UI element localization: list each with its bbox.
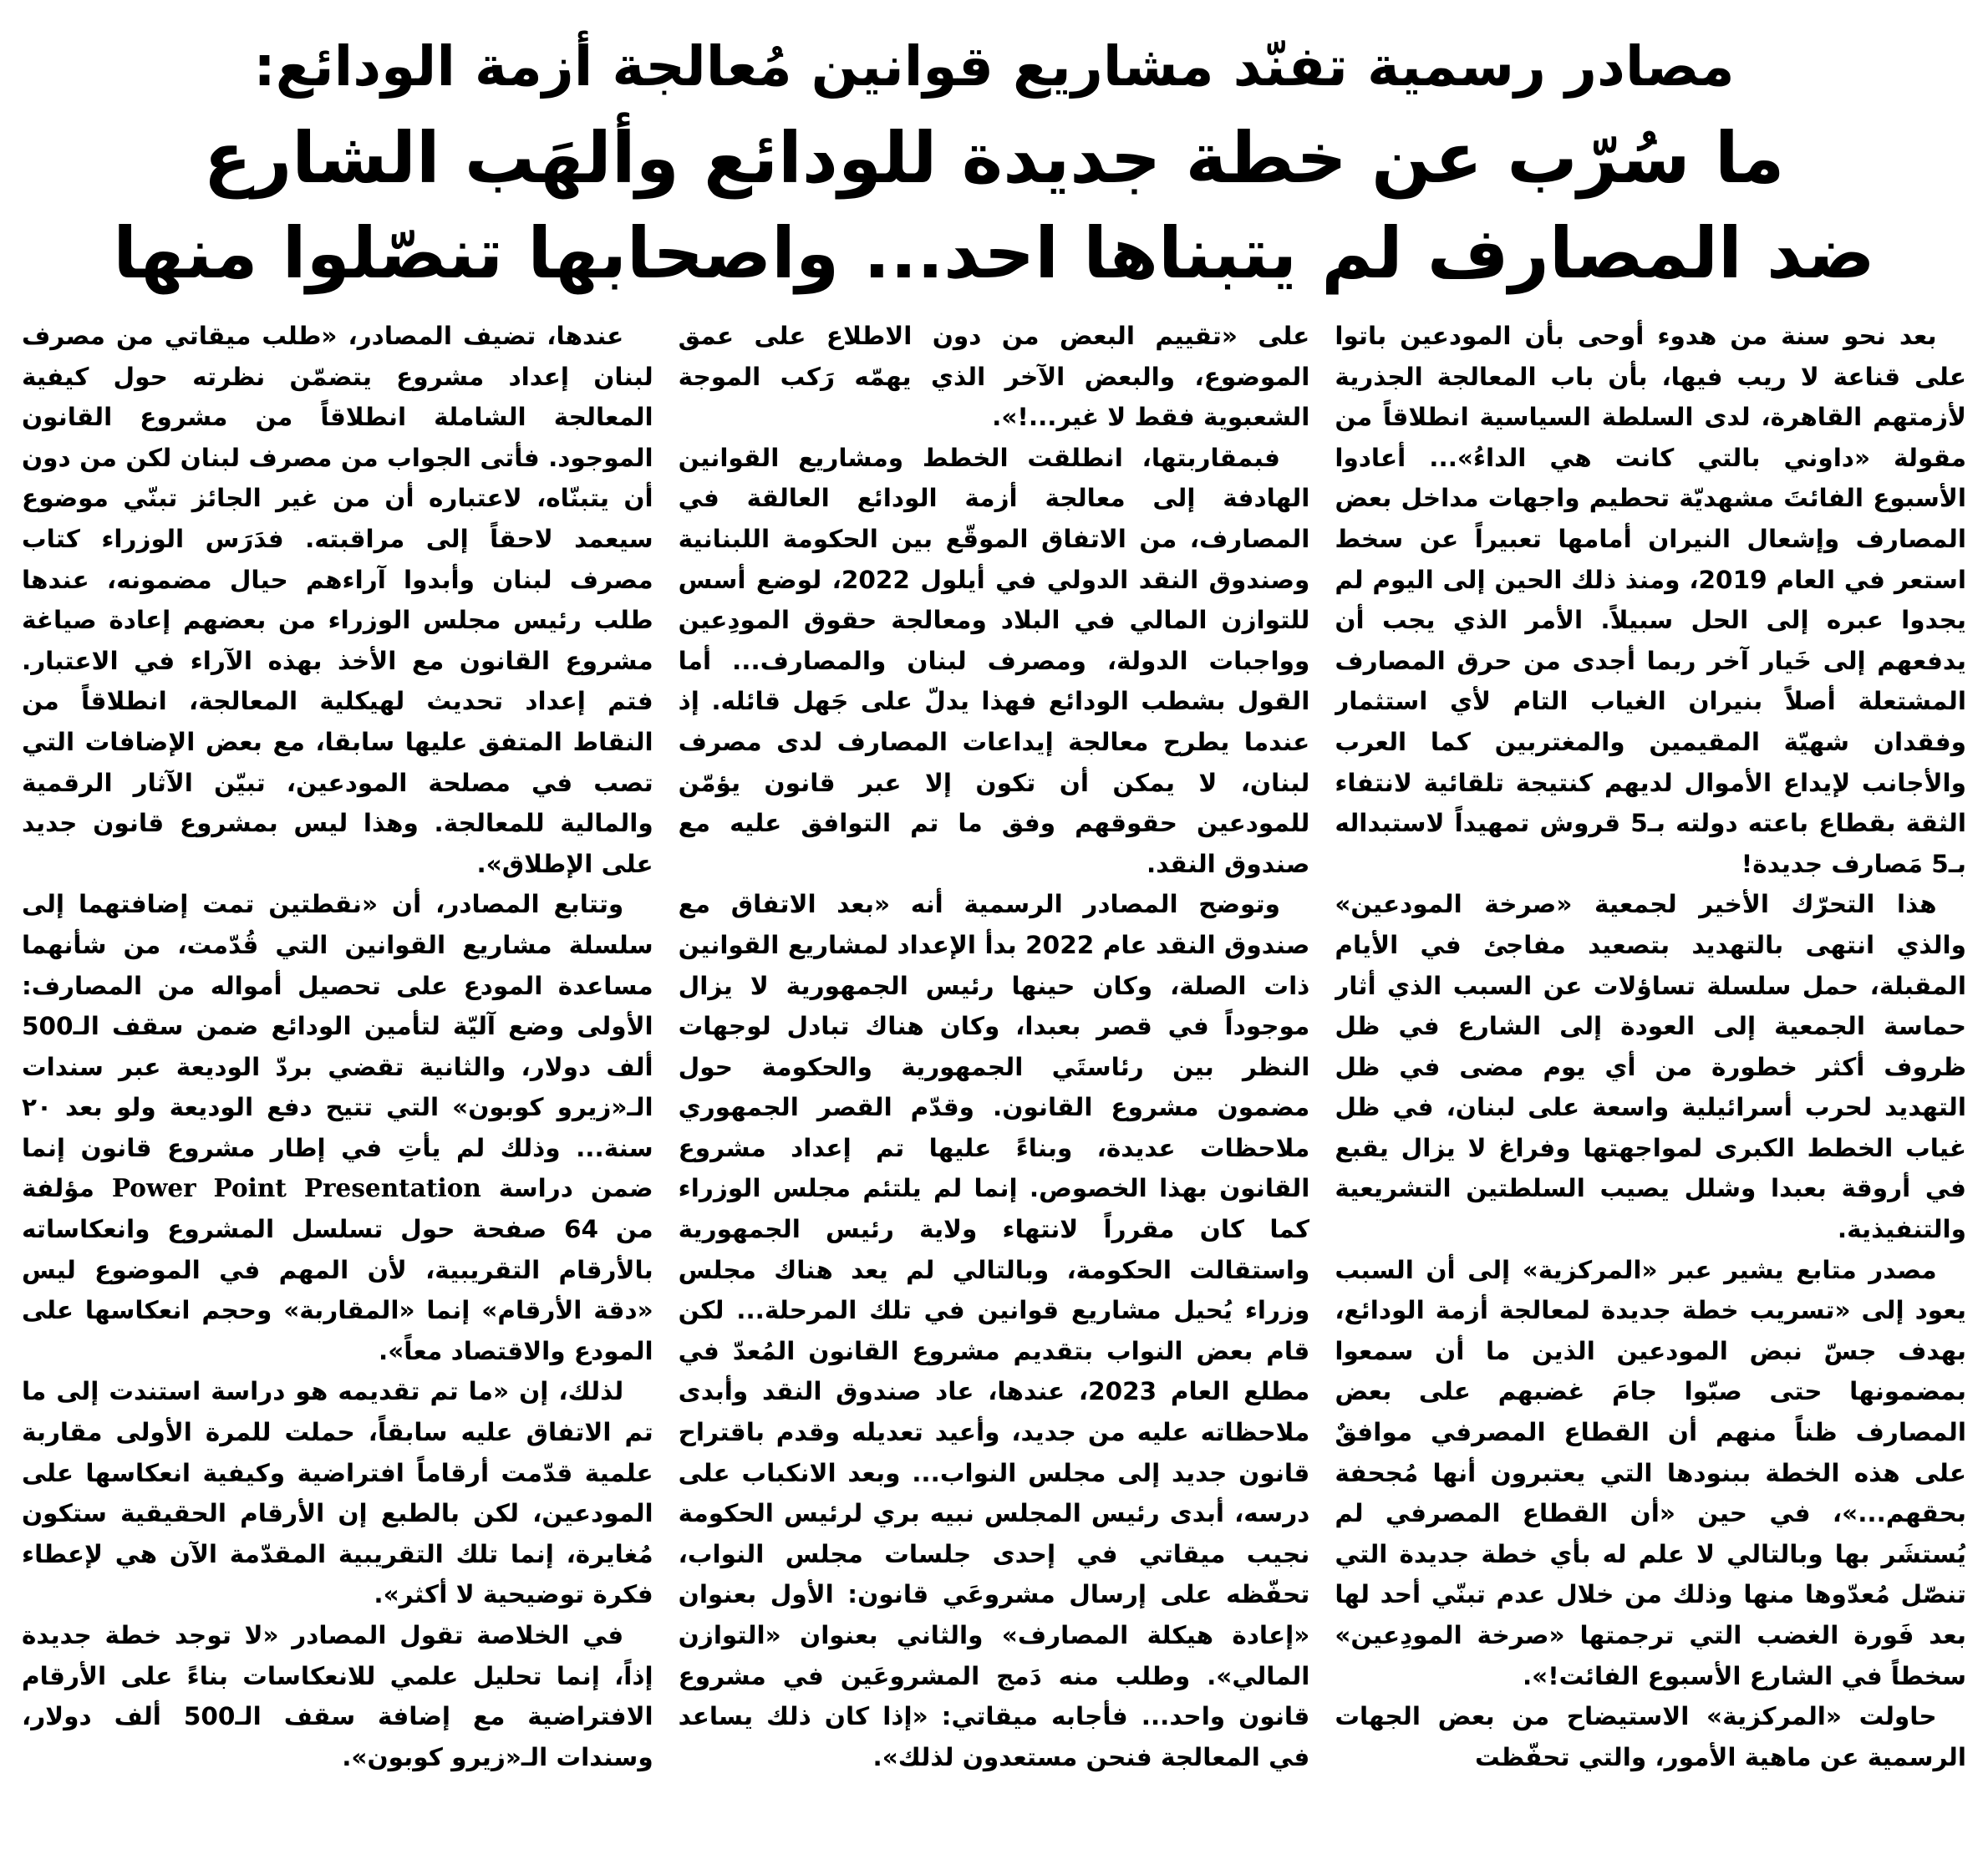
- paragraph: عندها، تضيف المصادر، «طلب ميقاتي من مصرف لبنان إعداد مشروع يتضمّن نظرته حول كيفية المعالجة الشاملة انطلاقاً من مشروع القانون الموجود. فأتى الجواب من مصرف لبنان لكن من دون أن يتبنّاه، لاعتباره أن من غير الجائز تبنّي موضوع سيعمد لاحقاً إلى مراقبته. فدَرَس الوزراء كتاب مصرف لبنان وأبدوا آراءهم حيال مضمونه، عندها طلب رئيس مجلس الوزراء من بعضهم إعادة صياغة مشروع القانون مع الأخذ بهذه الآراء في الاعتبار. فتم إعداد تحديث لهيكلية المعالجة، انطلاقاً من النقاط المتفق عليها سابقا، مع بعض الإضافات التي تصب في مصلحة المودعين، تبيّن الآثار الرقمية والمالية للمعالجة. وهذا ليس بمشروع قانون جديد على الإطلاق».: [21, 322, 653, 878]
- headline-line-2: ضد المصارف لم يتبناها احد... واصحابها تنصّلوا منها: [113, 212, 1875, 294]
- paragraph-text: مؤلفة من 64 صفحة حول تسلسل المشروع وانعكاساته بالأرقام التقريبية، لأن المهم في الموضوع ليس «دقة الأرقام» إنما «المقاربة» وحجم انعكاسها على المودع والاقتصاد معاً».: [21, 1174, 653, 1365]
- paragraph: بعد نحو سنة من هدوء أوحى بأن المودعين باتوا على قناعة لا ريب فيها، بأن باب المعالجة الجذرية لأزمتهم القاهرة، لدى السلطة السياسية انطلاقاً من مقولة «داوني بالتي كانت هي الداءُ»... أعادوا الأسبوع الفائتَ مشهديّة تحطيم واجهات مداخل بعض المصارف وإشعال النيران أمامها تعبيراً عن سخط استعر في العام 2019، ومنذ ذلك الحين إلى اليوم لم يجدوا عبره إلى الحل سبيلاً. الأمر الذي يجب أن يدفعهم إلى خَيار آخر ربما أجدى من حرق المصارف المشتعلة أصلاً بنيران الغياب التام لأي استثمار وفقدان شهيّة المقيمين والمغتربين كما العرب والأجانب لإيداع الأموال لديهم كنتيجة تلقائية لانتفاء الثقة بقطاع باعته دولته بـ5 قروش تمهيداً لاستبداله بـ5 مَصارف جديدة!: [1335, 322, 1966, 878]
- paragraph: في الخلاصة تقول المصادر «لا توجد خطة جديدة إذاً، إنما تحليل علمي للانعكاسات بناءً على الأرقام الافتراضية مع إضافة سقف الـ500 ألف دولار، وسندات الـ«زيرو كوبون».: [21, 1621, 653, 1771]
- headline-kicker: مصادر رسمية تفنّد مشاريع قوانين مُعالجة أزمة الودائع:: [253, 34, 1735, 99]
- paragraph-text: وتتابع المصادر، أن «نقطتين تمت إضافتهما إلى سلسلة مشاريع القوانين التي قُدّمت، من شأنهما مساعدة المودع على تحصيل أمواله من المصارف: الأولى وضع آليّة لتأمين الودائع ضمن سقف الـ500 ألف دولار، والثانية تقضي بردّ الوديعة عبر سندات الـ«زيرو كوبون» التي تتيح دفع الوديعة ولو بعد ٢٠ سنة... وذلك لم يأتِ في إطار مشروع قانون إنما ضمن دراسة: [21, 890, 653, 1203]
- column-right: [1335, 316, 1966, 1862]
- headline-line-1: ما سُرّب عن خطة جديدة للودائع وألهَب الشارع: [203, 117, 1785, 199]
- paragraph: حاولت «المركزية» الاستيضاح من بعض الجهات الرسمية عن ماهية الأمور، والتي تحفّظت: [1335, 1702, 1966, 1771]
- paragraph: على «تقييم البعض من دون الاطلاع على عمق الموضوع، والبعض الآخر الذي يهمّه رَكب الموجة الشعبوية فقط لا غير...!».: [678, 322, 1310, 432]
- paragraph: لذلك، إن «ما تم تقديمه هو دراسة استندت إلى ما تم الاتفاق عليه سابقاً، حملت للمرة الأولى مقاربة علمية قدّمت أرقاماً افتراضية وكيفية انعكاسها على المودعين، لكن بالطبع إن الأرقام الحقيقية ستكون مُغايرة، إنما تلك التقريبية المقدّمة الآن هي لإعطاء فكرة توضيحية لا أكثر».: [21, 1377, 653, 1609]
- paragraph: وتوضح المصادر الرسمية أنه «بعد الاتفاق مع صندوق النقد عام 2022 بدأ الإعداد لمشاريع القوانين ذات الصلة، وكان حينها رئيس الجمهورية لا يزال موجوداً في قصر بعبدا، وكان هناك تبادل لوجهات النظر بين رئاستَي الجمهورية والحكومة حول مضمون مشروع القانون. وقدّم القصر الجمهوري ملاحظات عديدة، وبناءً عليها تم إعداد مشروع القانون بهذا الخصوص. إنما لم يلتئم مجلس الوزراء كما كان مقرراً لانتهاء ولاية رئيس الجمهورية واستقالت الحكومة، وبالتالي لم يعد هناك مجلس وزراء يُحيل مشاريع قوانين في تلك المرحلة... لكن قام بعض النواب بتقديم مشروع القانون المُعدّ في مطلع العام 2023، عندها، عاد صندوق النقد وأبدى ملاحظاته عليه من جديد، وأعيد تعديله وقدم باقتراح قانون جديد إلى مجلس النواب... وبعد الانكباب على درسه، أبدى رئيس المجلس نبيه بري لرئيس الحكومة نجيب ميقاتي في إحدى جلسات مجلس النواب، تحفّظه على إرسال مشروعَي قانون: الأول بعنوان «إعادة هيكلة المصارف» والثاني بعنوان «التوازن المالي». وطلب منه دَمج المشروعَين في مشروع قانون واحد... فأجابه ميقاتي: «إذا كان ذلك يساعد في المعالجة فنحن مستعدون لذلك».: [678, 890, 1310, 1771]
- paragraph: مصدر متابع يشير عبر «المركزية» إلى أن السبب يعود إلى «تسريب خطة جديدة لمعالجة أزمة الودائع، بهدف جسّ نبض المودعين الذين ما أن سمعوا بمضمونها حتى صبّوا جامَ غضبهم على بعض المصارف ظناً منهم أن القطاع المصرفي موافقٌ على هذه الخطة ببنودها التي يعتبرون أنها مُجحفة بحقهم...»، في حين «أن القطاع المصرفي لم يُستشَر بها وبالتالي لا علم له بأي خطة جديدة التي تنصّل مُعدّوها منها وذلك من خلال عدم تبنّي أحد لها بعد فَورة الغضب التي ترجمتها «صرخة المودِعين» سخطاً في الشارع الأسبوع الفائت!».: [1335, 1255, 1966, 1690]
- paragraph: [22, 884, 653, 1371]
- article-columns: [22, 316, 1966, 1862]
- paragraph: فبمقاربتها، انطلقت الخطط ومشاريع القوانين الهادفة إلى معالجة أزمة الودائع العالقة في المصارف، من الاتفاق الموقّع بين الحكومة اللبنانية وصندوق النقد الدولي في أيلول 2022، لوضع أسس للتوازن المالي في البلاد ومعالجة حقوق المودِعين وواجبات الدولة، ومصرف لبنان والمصارف... أما القول بشطب الودائع فهذا يدلّ على جَهل قائله. إذ عندما يطرح معالجة إيداعات المصارف لدى مصرف لبنان، لا يمكن أن تكون إلا عبر قانون يؤمّن للمودعين حقوقهم وفق ما تم التوافق عليه مع صندوق النقد.: [678, 443, 1310, 878]
- column-left: [22, 316, 653, 1862]
- paragraph: هذا التحرّك الأخير لجمعية «صرخة المودعين» والذي انتهى بالتهديد بتصعيد مفاجئ في الأيام المقبلة، حمل سلسلة تساؤلات عن السبب الذي أثار حماسة الجمعية إلى العودة إلى الشارع في ظل ظروف أكثر خطورة من أي يوم مضى في ظل التهديد لحرب أسرائيلية واسعة على لبنان، في ظل غياب الخطط الكبرى لمواجهتها وفراغ لا يزال يقبع في أروقة بعبدا وشلل يصيب السلطتين التشريعية والتنفيذية.: [1335, 890, 1966, 1244]
- column-middle: [679, 316, 1310, 1862]
- latin-term: Power Point Presentation: [111, 1173, 481, 1203]
- article-headline: [22, 23, 1966, 301]
